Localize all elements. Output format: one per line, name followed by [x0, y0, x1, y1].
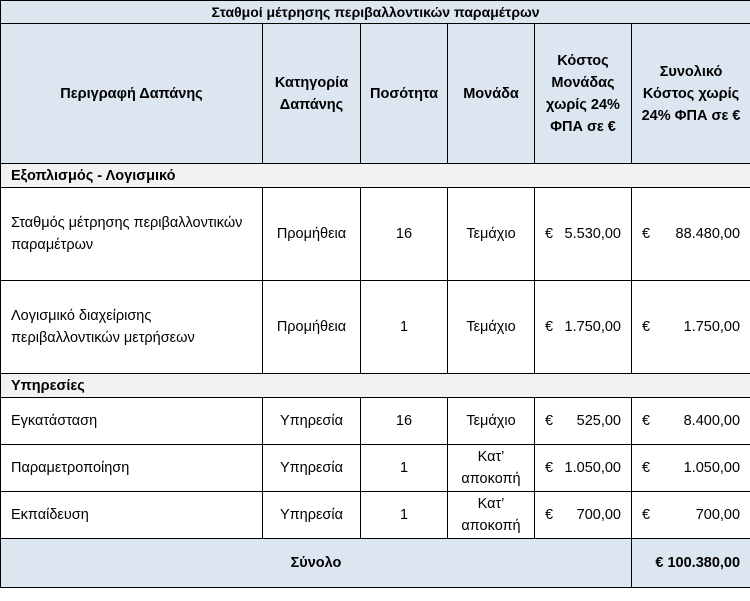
row-total-cost — [632, 281, 750, 374]
header-total-cost: Συνολικό Κόστος χωρίς 24% ΦΠΑ σε € — [632, 24, 750, 164]
currency-symbol: € — [545, 413, 554, 429]
currency-symbol: € — [642, 460, 651, 476]
table-row — [1, 188, 750, 281]
total-cost-value: 1.750,00 — [683, 319, 741, 335]
table-row — [1, 398, 750, 445]
row-unit: Κατ’ αποκοπή — [448, 445, 535, 492]
row-unit-cost — [535, 398, 632, 445]
row-description: Παραμετροποίηση — [1, 445, 263, 492]
row-quantity: 1 — [361, 281, 448, 374]
row-total-cost — [632, 445, 750, 492]
currency-symbol: € — [545, 226, 554, 242]
row-category: Υπηρεσία — [263, 445, 361, 492]
currency-symbol: € — [642, 226, 651, 242]
row-unit: Κατ’ αποκοπή — [448, 492, 535, 539]
total-cost-value: 1.050,00 — [683, 460, 741, 476]
unit-cost-value: 1.750,00 — [564, 319, 621, 335]
header-category: Κατηγορία Δαπάνης — [263, 24, 361, 164]
row-description: Εγκατάσταση — [1, 398, 263, 445]
currency-symbol: € — [545, 460, 554, 476]
unit-cost-value: 700,00 — [576, 507, 621, 523]
row-unit-cost — [535, 188, 632, 281]
currency-symbol: € — [545, 507, 554, 523]
table-row — [1, 492, 750, 539]
row-quantity: 1 — [361, 445, 448, 492]
row-total-cost — [632, 398, 750, 445]
unit-cost-value: 1.050,00 — [564, 460, 621, 476]
row-description: Λογισμικό διαχείρισης περιβαλλοντικών μετρήσεων — [1, 281, 263, 374]
unit-cost-value: 525,00 — [576, 413, 621, 429]
table-title: Σταθμοί μέτρησης περιβαλλοντικών παραμέτρων — [1, 1, 750, 24]
row-category: Υπηρεσία — [263, 492, 361, 539]
row-category: Προμήθεια — [263, 188, 361, 281]
total-label: Σύνολο — [1, 539, 632, 588]
header-unit-cost: Κόστος Μονάδας χωρίς 24% ΦΠΑ σε € — [535, 24, 632, 164]
row-unit: Τεμάχιο — [448, 188, 535, 281]
section-heading-services: Υπηρεσίες — [1, 374, 750, 398]
currency-symbol: € — [642, 413, 651, 429]
header-unit: Μονάδα — [448, 24, 535, 164]
row-quantity: 16 — [361, 398, 448, 445]
row-total-cost — [632, 188, 750, 281]
row-unit: Τεμάχιο — [448, 398, 535, 445]
currency-symbol: € — [545, 319, 554, 335]
row-total-cost — [632, 492, 750, 539]
row-unit: Τεμάχιο — [448, 281, 535, 374]
total-cost-value: 700,00 — [695, 507, 741, 523]
row-unit-cost — [535, 281, 632, 374]
row-unit-cost — [535, 492, 632, 539]
total-cost-value: 8.400,00 — [683, 413, 741, 429]
row-category: Προμήθεια — [263, 281, 361, 374]
row-description: Σταθμός μέτρησης περιβαλλοντικών παραμέτρων — [1, 188, 263, 281]
table-row — [1, 281, 750, 374]
row-quantity: 1 — [361, 492, 448, 539]
total-cost-value: 88.480,00 — [675, 226, 741, 242]
currency-symbol: € — [642, 507, 651, 523]
table-row — [1, 445, 750, 492]
total-amount: € 100.380,00 — [632, 539, 750, 588]
header-description: Περιγραφή Δαπάνης — [1, 24, 263, 164]
row-description: Εκπαίδευση — [1, 492, 263, 539]
row-unit-cost — [535, 445, 632, 492]
row-quantity: 16 — [361, 188, 448, 281]
row-category: Υπηρεσία — [263, 398, 361, 445]
unit-cost-value: 5.530,00 — [564, 226, 621, 242]
currency-symbol: € — [642, 319, 651, 335]
header-quantity: Ποσότητα — [361, 24, 448, 164]
section-heading-equipment: Εξοπλισμός - Λογισμικό — [1, 164, 750, 188]
